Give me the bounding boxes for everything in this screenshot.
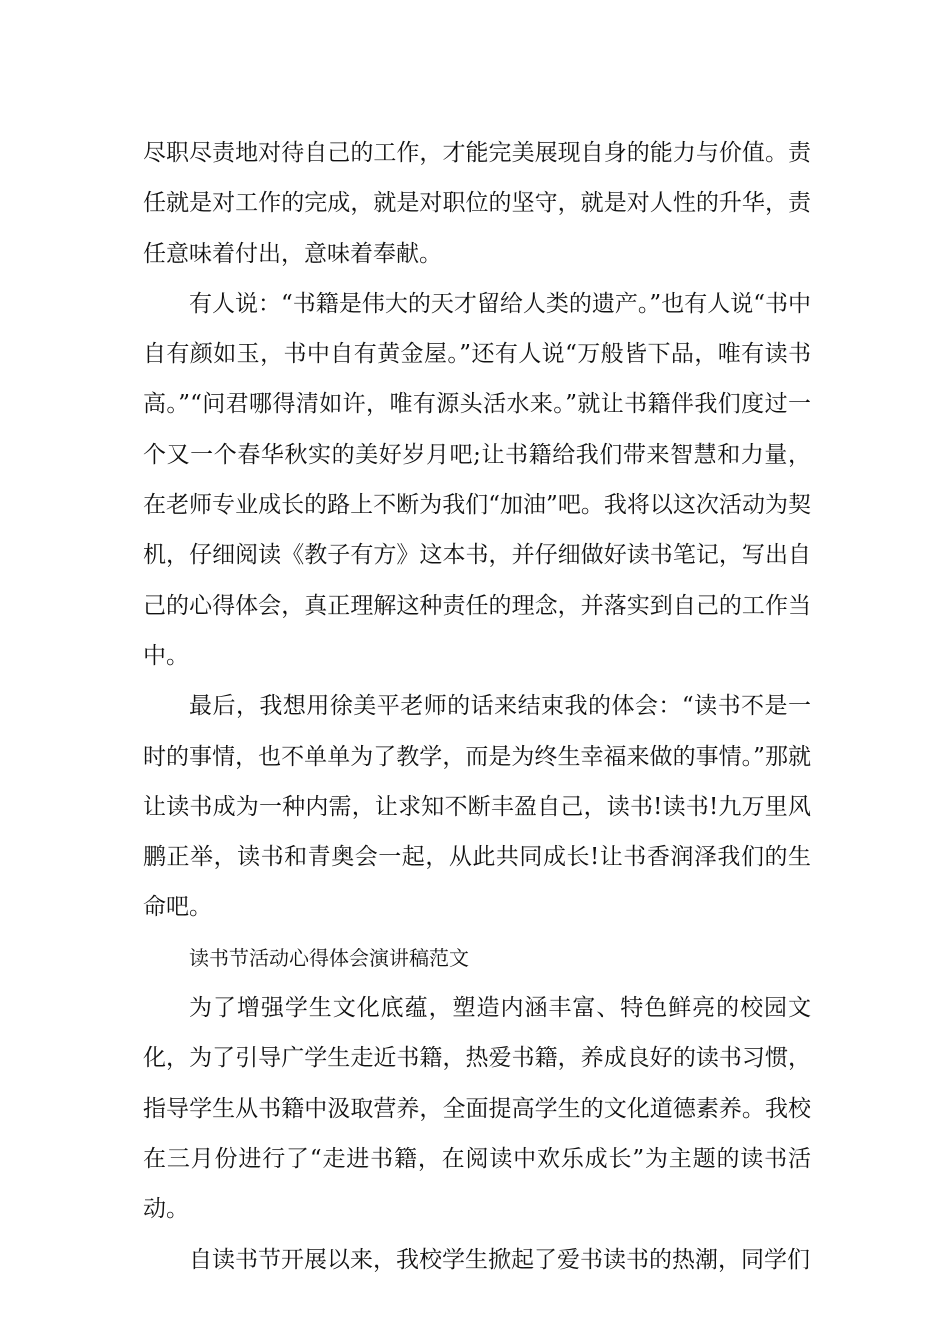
document-body: [143, 128, 811, 1285]
paragraph-since-start: 自读书节开展以来，我校学生掀起了爱书读书的热潮，同学们: [189, 1246, 810, 1273]
paragraph-continuation: 尽职尽责地对待自己的工作，才能完美展现自身的能力与价值。责任就是对工作的完成，就是对职位的坚守，就是对人性的升华，责任意味着付出，意味着奉献。: [143, 140, 811, 267]
paragraph-intro: 为了增强学生文化底蕴，塑造内涵丰富、特色鲜亮的校园文化，为了引导广学生走近书籍，热爱书籍，养成良好的读书习惯，指导学生从书籍中汲取营养，全面提高学生的文化道德素养。我校在三月份进行了“走进书籍，在阅读中欢乐成长”为主题的读书活动。: [143, 995, 811, 1223]
paragraph-books-quotes: 有人说：“书籍是伟大的天才留给人类的遗产。”也有人说“书中自有颜如玉，书中自有黄金屋。”还有人说“万般皆下品，唯有读书高。”“问君哪得清如许，唯有源头活水来。”就让书籍伴我们度过一个又一个春华秋实的美好岁月吧;让书籍给我们带来智慧和力量，在老师专业成长的路上不断为我们“加油”吧。我将以这次活动为契机，仔细阅读《教子有方》这本书，并仔细做好读书笔记，写出自己的心得体会，真正理解这种责任的理念，并落实到自己的工作当中。: [143, 290, 811, 669]
paragraph-closing: 最后，我想用徐美平老师的话来结束我的体会：“读书不是一时的事情，也不单单为了教学，而是为终生幸福来做的事情。”那就让读书成为一种内需，让求知不断丰盈自己，读书!读书!九万里风鹏正举，读书和青奥会一起，从此共同成长!让书香润泽我们的生命吧。: [143, 693, 811, 921]
section-heading: 读书节活动心得体会演讲稿范文: [189, 945, 469, 970]
